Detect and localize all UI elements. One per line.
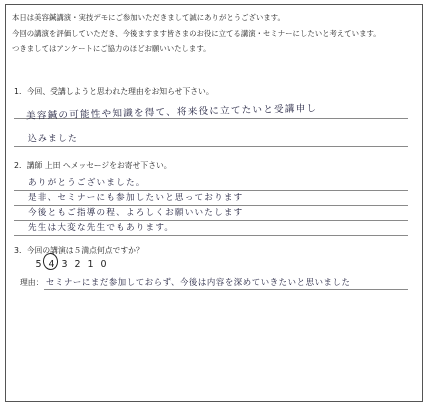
score-option-1[interactable]: 1 bbox=[87, 259, 94, 270]
survey-form bbox=[5, 4, 423, 402]
intro-line-3: つきましてはアンケートにご協力のほどお願いいたします。 bbox=[12, 44, 211, 53]
question-2-answer-line-1: ありがとうございました。 bbox=[28, 178, 146, 188]
question-1-answer-line-2: 込みました bbox=[28, 134, 78, 144]
intro-text bbox=[12, 10, 381, 57]
intro-line-1: 本日は美容鍼講演・実技デモにご参加いただきまして誠にありがとうございます。 bbox=[12, 13, 285, 22]
question-2-label: 2．講師 上田 へメッセージをお寄せ下さい。 bbox=[14, 161, 172, 170]
score-option-2[interactable]: 2 bbox=[74, 259, 81, 270]
question-1-label: 1．今回、受講しようと思われた理由をお知らせ下さい。 bbox=[14, 87, 214, 96]
intro-line-2: 今回の講演を評価していただき、今後ますます皆さまのお役に立てる講演・セミナーにしたいと考えています。 bbox=[12, 28, 381, 38]
reason-label: 理由： bbox=[20, 278, 44, 287]
score-option-0[interactable]: 0 bbox=[100, 259, 107, 270]
question-2-answer-line-4: 先生は大変な先生でもあります。 bbox=[28, 223, 175, 233]
answer-line bbox=[44, 289, 408, 290]
answer-line bbox=[14, 146, 408, 147]
question-3-label: 3．今回の講演は５満点何点ですか？ bbox=[14, 246, 144, 255]
score-option-3[interactable]: 3 bbox=[61, 259, 68, 270]
answer-line bbox=[14, 235, 408, 236]
question-1-answer-line-1: 美容鍼の可能性や知識を得て、将来役に立てたいと受講申し bbox=[25, 103, 318, 122]
question-2-answer-line-3: 今後ともご指導の程、よろしくお願いいたします bbox=[28, 208, 244, 218]
question-2-answer-line-2: 是非、セミナーにも参加したいと思っております bbox=[28, 193, 244, 203]
question-3-reason: セミナーにまだ参加しておらず、今後は内容を深めていきたいと思いました bbox=[46, 277, 351, 287]
score-option-5[interactable]: 5 bbox=[35, 259, 42, 270]
score-option-4[interactable]: 4 bbox=[48, 259, 55, 270]
